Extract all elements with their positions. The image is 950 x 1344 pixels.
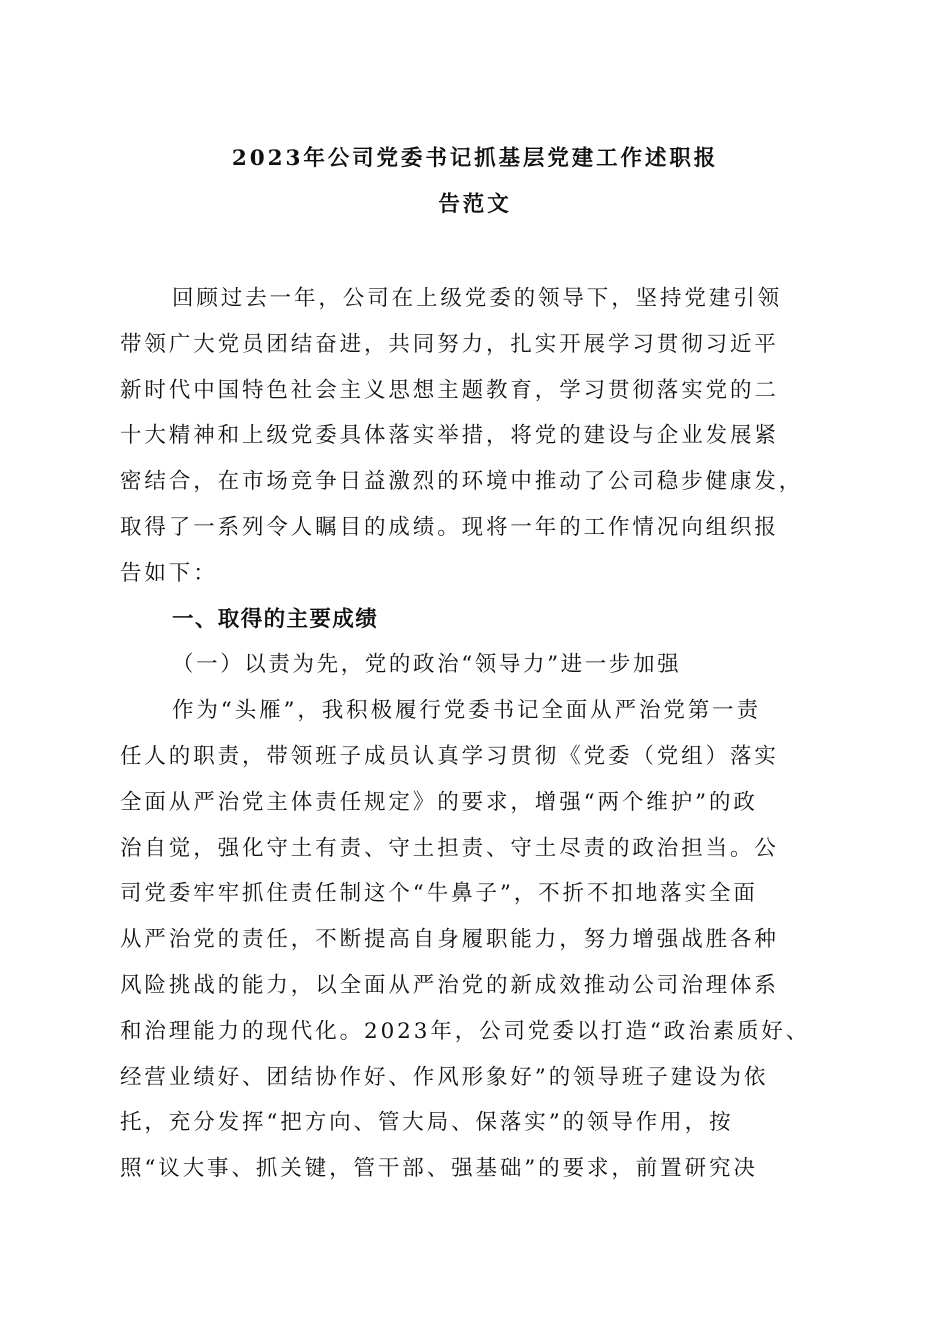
paragraph-line: 风险挑战的能力，以全面从严治党的新成效推动公司治理体系 [120,972,779,998]
document-body [120,276,832,1192]
section-heading: 一、取得的主要成绩 [172,606,379,632]
paragraph-line: 全面从严治党主体责任规定》的要求，增强“两个维护”的政 [120,789,758,815]
document-title [120,136,830,228]
paragraph-line: 照“议大事、抓关键，管干部、强基础”的要求，前置研究决 [120,1156,758,1182]
paragraph-line: 托，充分发挥“把方向、管大局、保落实”的领导作用，按 [120,1110,734,1136]
paragraph-line: 任人的职责，带领班子成员认真学习贯彻《党委（党组）落实 [120,743,779,769]
body-paragraph [120,688,832,1192]
subsection-heading: （一）以责为先，党的政治“领导力”进一步加强 [172,652,682,678]
title-line: 告范文 [438,191,512,217]
paragraph-line: 带领广大党员团结奋进，共同努力，扎实开展学习贯彻习近平 [120,331,779,357]
paragraph-line: 十大精神和上级党委具体落实举措，将党的建设与企业发展紧 [120,423,779,449]
paragraph-line: 司党委牢牢抓住责任制这个“牛鼻子”，不折不扣地落实全面 [120,881,758,907]
paragraph-line: 取得了一系列令人瞩目的成绩。现将一年的工作情况向组织报 [120,514,779,540]
paragraph-line: 告如下： [120,560,218,586]
title-line: 2023年公司党委书记抓基层党建工作述职报 [231,146,719,171]
paragraph-line: 经营业绩好、团结协作好、作风形象好”的领导班子建设为依 [120,1064,769,1090]
paragraph-line: 密结合，在市场竞争日益激烈的环境中推动了公司稳步健康发， [120,469,804,495]
paragraph-line: 回顾过去一年，公司在上级党委的领导下，坚持党建引领 [172,286,783,311]
paragraph-line: 作为“头雁”，我积极履行党委书记全面从严治党第一责 [172,698,761,724]
paragraph-line: 从严治党的责任，不断提高自身履职能力，努力增强战胜各种 [120,927,779,953]
paragraph-line: 新时代中国特色社会主义思想主题教育，学习贯彻落实党的二 [120,377,779,403]
paragraph-line: 治自觉，强化守土有责、守土担责、守土尽责的政治担当。公 [120,835,779,861]
intro-paragraph [120,276,832,597]
paragraph-line: 和治理能力的现代化。2023年，公司党委以打造“政治素质好、 [120,1018,811,1044]
